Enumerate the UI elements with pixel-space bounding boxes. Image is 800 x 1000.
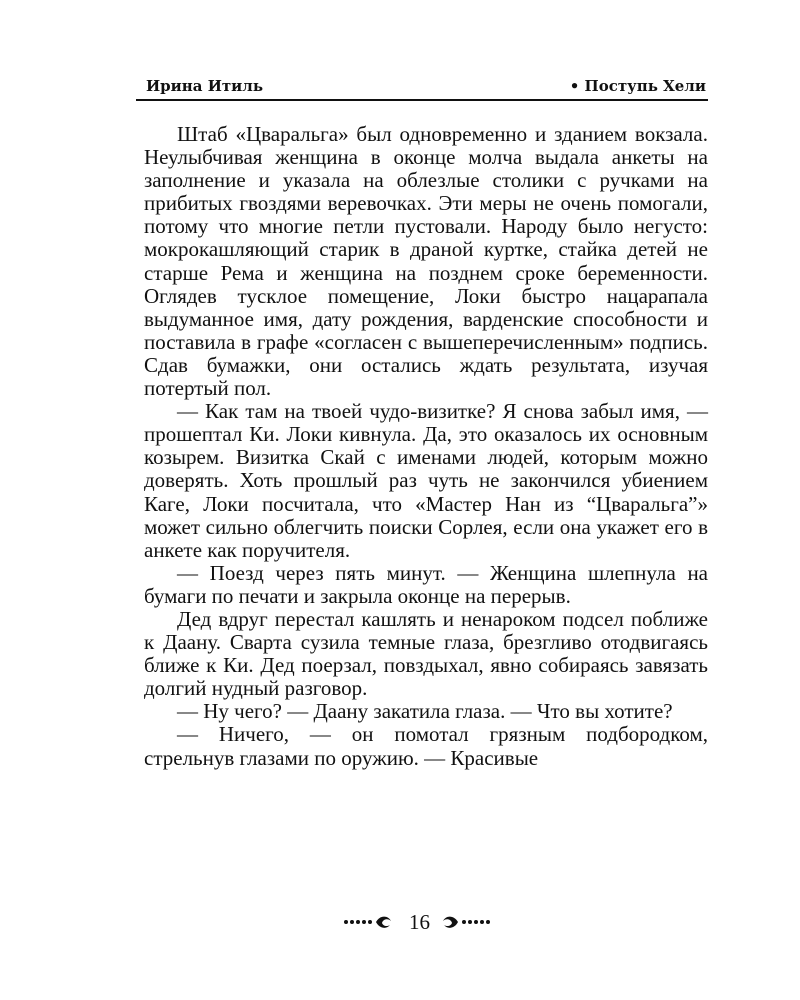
- paragraph: — Ну чего? — Даану закатила глаза. — Что вы хотите?: [177, 699, 673, 724]
- paragraph: Дед вдруг перестал кашлять и ненароком подсел поближе к Даану. Сварта сузила темные глаза, брезгливо отодвигаясь ближе к Ки. Дед поерзал, повздыхал, явно собираясь завязать долгий нудный разговор.: [144, 606, 708, 701]
- paragraph: — Поезд через пять минут. — Женщина шлепнула на бумаги по печати и закрыла оконце на перерыв.: [144, 560, 708, 608]
- page-footer: [0, 908, 800, 938]
- running-header: [136, 75, 708, 101]
- page-number: 16: [409, 910, 430, 934]
- header-rule: [136, 99, 708, 101]
- header-title: • Поступь Хели: [569, 77, 706, 95]
- body-text: [144, 123, 708, 770]
- paragraph: — Ничего, — он помотал грязным подбородком, стрельнув глазами по оружию. — Красивые: [144, 722, 708, 770]
- ornament-left-icon: [342, 912, 394, 932]
- paragraph: Штаб «Цваральга» был одновременно и зданием вокзала. Неулыбчивая женщина в оконце молча выдала анкеты на заполнение и указала на облезлые столики с ручками на прибитых гвоздями веревочках. Эти меры не очень помогали, потому что многие петли пустовали. Народу было негусто: мокрокашляющий старик в драной куртке, стайка детей не старше Рема и женщина на позднем сроке беременности. Оглядев тусклое помещение, Локи быстро нацарапала выдуманное имя, дату рождения, варденские способности и поставила в графе «согласен с вышеперечисленным» подпись. Сдав бумажки, они остались ждать результата, изучая потертый пол.: [144, 122, 708, 401]
- ornament-right-icon: [440, 912, 492, 932]
- paragraph: — Как там на твоей чудо-визитке? Я снова забыл имя, — прошептал Ки. Локи кивнула. Да, это оказалось их основным козырем. Визитка Скай с именами людей, которым можно доверять. Хоть прошлый раз чуть не закончился убиением Каге, Локи посчитала, что «Мастер Нан из “Цваральга”» может сильно облегчить поиски Сорлея, если она укажет его в анкете как поручителя.: [144, 399, 708, 562]
- header-author: Ирина Итиль: [146, 77, 264, 95]
